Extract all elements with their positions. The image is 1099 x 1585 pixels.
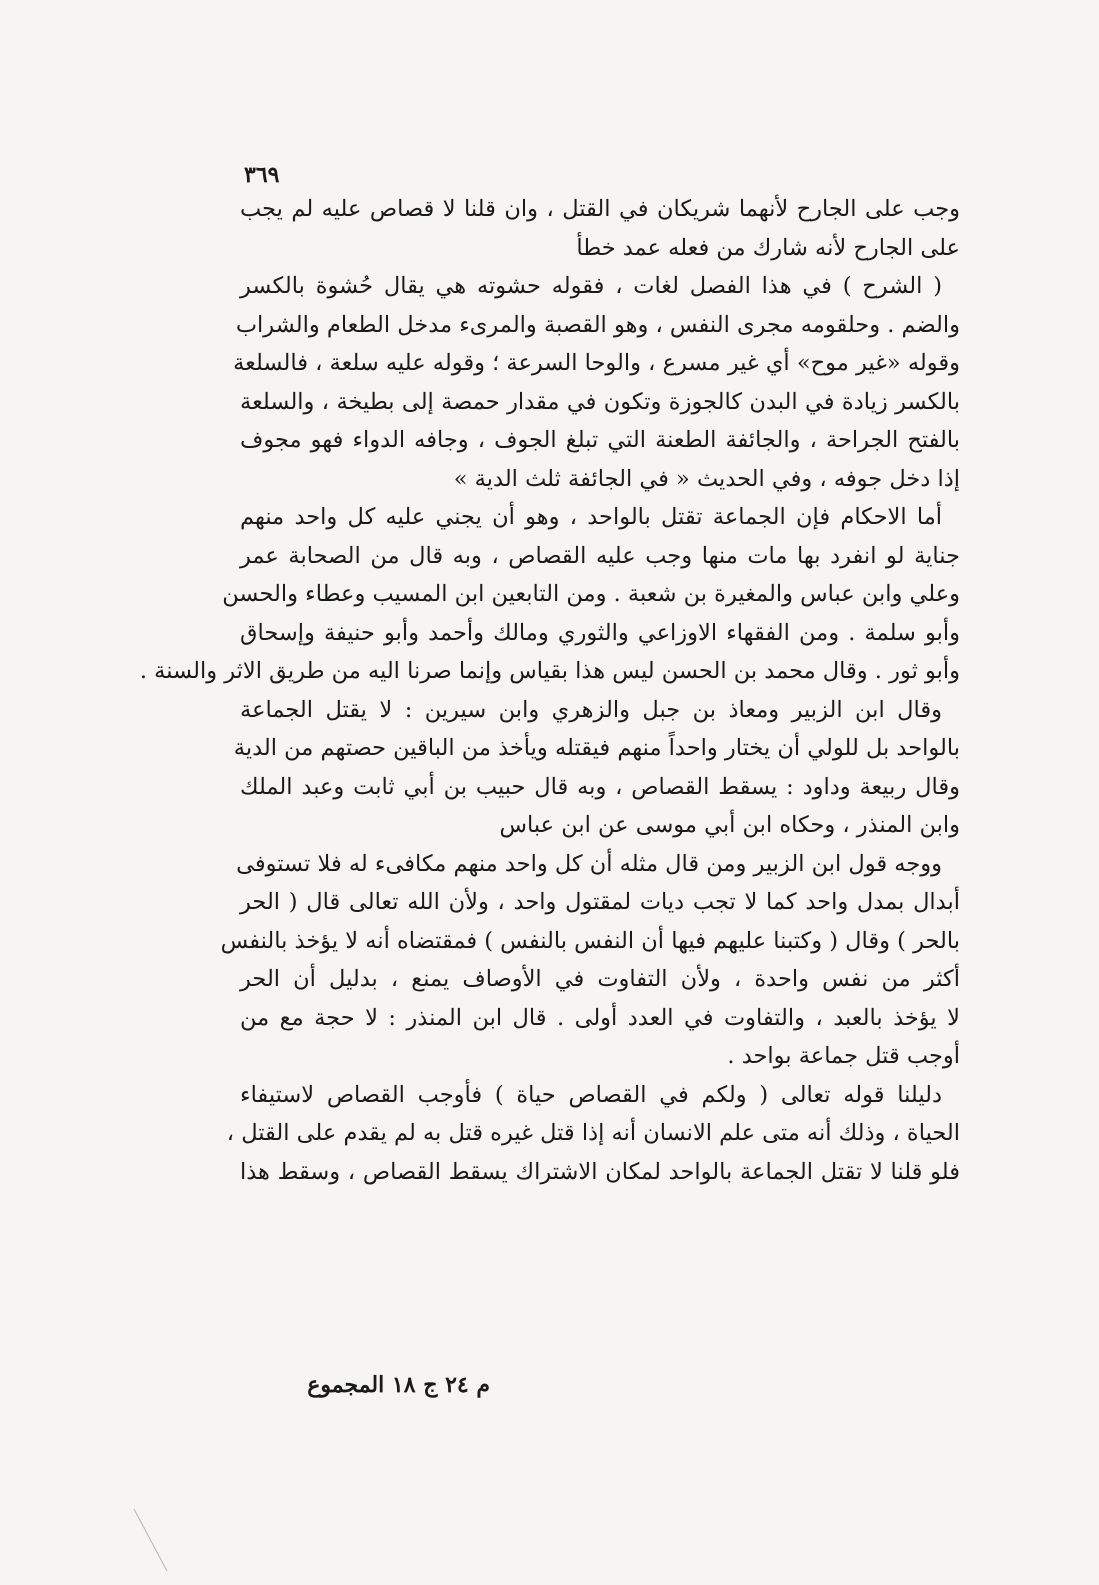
text-line: وأبو سلمة . ومن الفقهاء الاوزاعي والثوري ومالك وأحمد وأبو حنيفة وإسحاق [240,619,960,646]
body-text [139,190,960,1191]
text-line: أكثر من نفس واحدة ، ولأن التفاوت في الأوصاف يمنع ، بدليل أن الحر [240,966,960,992]
text-line: أوجب قتل جماعة بواحد . [727,1043,960,1069]
page-number: ٣٦٩ [244,162,280,188]
text-line: جناية لو انفرد بها مات منها وجب عليه القصاص ، وبه قال من الصحابة عمر [240,542,960,569]
text-line: دليلنا قوله تعالى ( ولكم في القصاص حياة ) فأوجب القصاص لاستيفاء [240,1081,942,1108]
text-line: بالكسر زيادة في البدن كالجوزة وتكون في مقدار حمصة إلى بطيخة ، والسلعة [240,388,960,415]
text-line: وجب على الجارح لأنهما شريكان في القتل ، وان قلنا لا قصاص عليه لم يجب [240,196,960,222]
text-line: ووجه قول ابن الزبير ومن قال مثله أن كل واحد منهم مكافىء له فلا تستوفى [236,850,942,877]
text-line: أبدال بمدل واحد كما لا تجب ديات لمقتول واحد ، ولأن الله تعالى قال ( الحر [240,889,960,915]
text-line: بالحر ) وقال ( وكتبنا عليهم فيها أن النفس بالنفس ) فمقتضاه أنه لا يؤخذ بالنفس [220,927,960,954]
text-line: وعلي وابن عباس والمغيرة بن شعبة . ومن التابعين ابن المسيب وعطاء والحسن [222,581,960,607]
text-line: وقال ربيعة وداود : يسقط القصاص ، وبه قال حبيب بن أبي ثابت وعبد الملك [240,773,960,800]
text-line: بالفتح الجراحة ، والجائفة الطعنة التي تبلغ الجوف ، وجافه الدواء فهو مجوف [240,427,960,453]
text-line: إذا دخل جوفه ، وفي الحديث « في الجائفة ثلث الدية » [453,465,960,492]
text-line: فلو قلنا لا تقتل الجماعة بالواحد لمكان الاشتراك يسقط القصاص ، وسقط هذا [240,1158,960,1185]
text-line: لا يؤخذ بالعبد ، والتفاوت في العدد أولى . قال ابن المنذر : لا حجة مع من [240,1004,960,1031]
text-line: وابن المنذر ، وحكاه ابن أبي موسى عن ابن عباس [499,812,960,838]
text-line: على الجارح لأنه شارك من فعله عمد خطأ [576,234,960,261]
text-line: والضم . وحلقومه مجرى النفس ، وهو القصبة والمرىء مدخل الطعام والشراب [235,311,960,338]
text-line: ( الشرح ) في هذا الفصل لغات ، فقوله حشوته هي يقال حُشوة بالكسر [240,273,942,299]
footer-signature: م ٢٤ ج ١٨ المجموع [307,1372,490,1398]
text-line: وأبو ثور . وقال محمد بن الحسن ليس هذا بقياس وإنما صرنا اليه من طريق الاثر والسنة . [139,658,960,684]
text-line: بالواحد بل للولي أن يختار واحداً منهم فيقتله ويأخذ من الباقين حصتهم من الدية [233,735,960,761]
paper-crease-mark [134,1509,168,1571]
text-line: الحياة ، وذلك أنه متى علم الانسان أنه إذا قتل غيره قتل به لم يقدم على القتل ، [226,1120,960,1146]
text-line: وقال ابن الزبير ومعاذ بن جبل والزهري وابن سيرين : لا يقتل الجماعة [240,696,942,723]
text-line: أما الاحكام فإن الجماعة تقتل بالواحد ، وهو أن يجني عليه كل واحد منهم [240,504,942,530]
text-line: وقوله «غير موح» أي غير مسرع ، والوحا السرعة ؛ وقوله عليه سلعة ، فالسلعة [233,350,960,376]
